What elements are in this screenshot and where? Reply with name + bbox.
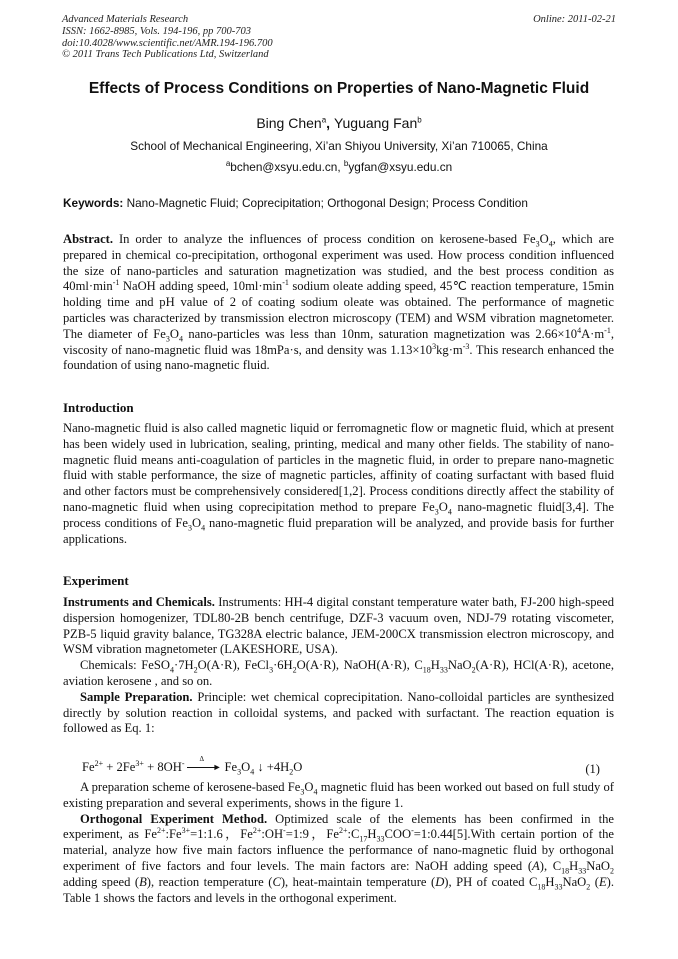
subscript: 2 [289,767,294,777]
introduction-heading: Introduction [63,400,134,415]
journal-header [62,14,616,61]
orthogonal-text: ), C [539,858,562,873]
intro-text: Nano-magnetic fluid is also called magnetic liquid or ferromagnetic flow or magnetic fluid, which at present has been widely used in lubrication, sealing, printing, medical and many other fields. The stability of nano-magnetic fluid means anti-coagulation of particles in the magnetic fluid, in order to prepare nano-magnetic fluid with stable performance, the size of magnetic particles, affinity of coating surfactant with based fluid and other factors must be comprehensively considered[1,2]. Process conditions directly affect the stability of nano-magnetic fluid when using coprecipitation method to prepare Fe [63,421,614,514]
subscript: 3 [237,767,242,777]
orthogonal-text: ( [590,874,599,889]
subscript: 2 [610,866,615,876]
scheme-text: A preparation scheme of kerosene-based Fe [80,780,301,794]
equation-term: O [293,760,303,774]
orthogonal-text: H [569,858,579,873]
abstract-label: Abstract. [63,232,114,246]
doi-line: doi:10.4028/www.scientific.net/AMR.194-196.700 [62,37,273,49]
author-name: Yuguang Fan [333,115,418,131]
equation-term: O [241,760,251,774]
experiment-body-continued [63,780,614,906]
reaction-arrow-icon: Δ ► [187,763,221,773]
equation-term: + 2Fe [103,760,136,774]
subscript: 2 [292,665,297,675]
superscript: 2+ [157,826,166,836]
subscript: 3 [269,665,274,675]
factor-letter: A [532,858,540,873]
subscript: 18 [422,665,431,675]
orthogonal-text: Optimized scale of the elements has been confirmed in the experiment, as Fe [63,811,614,842]
superscript: 3 [432,341,437,351]
orthogonal-text: ). Table 1 shows the factors and levels in the orthogonal experiment. [63,874,614,905]
orthogonal-text: adding speed ( [63,874,140,889]
chemicals-text: NaO [447,658,472,673]
equation-term: + 8OH [143,760,182,774]
abstract-text: NaOH adding speed, 10ml·min [119,279,283,294]
subscript: 2 [471,665,476,675]
email-line [40,160,638,174]
subscript: 3 [188,523,192,533]
orthogonal-text: H [367,827,377,842]
chemicals-text: (A·R), HCl(A·R), acetone, aviation kerosene , and so on. [63,658,614,688]
subscript: 3 [535,239,540,249]
sample-preparation-label: Sample Preparation. [80,689,193,704]
experiment-heading: Experiment [63,573,129,588]
intro-text: O [192,515,202,530]
abstract-text: kg·m [436,342,463,357]
chemicals-text: H [430,658,440,673]
chemicals-text: O(A·R), NaOH(A·R), C [296,658,423,673]
subscript: 4 [548,239,553,249]
author-line [40,115,638,131]
orthogonal-text: H [545,874,555,889]
superscript: - [181,758,185,768]
abstract-text: nano-particles was less than 10nm, saturation magnetization was 2.66×10 [182,326,578,341]
instruments-label: Instruments and Chemicals. [63,595,215,609]
subscript: 3 [165,334,170,344]
orthogonal-text: =1:9，Fe [285,827,339,842]
intro-text: nano-magnetic fluid[3,4]. The process conditions of Fe [63,499,614,530]
subscript: 4 [201,523,206,533]
equation-term: Fe [82,760,95,774]
orthogonal-text: ), PH of coated C [444,874,538,889]
equation-term: Fe [224,760,238,774]
keywords-label: Keywords: [63,196,124,210]
superscript: 4 [577,325,582,335]
orthogonal-text: :OH [261,827,284,842]
superscript: 2+ [252,826,262,836]
factor-letter: C [272,874,281,889]
chemicals-text: ·6H [273,658,293,673]
orthogonal-method-label: Orthogonal Experiment Method. [80,811,268,826]
subscript: 17 [359,834,368,844]
chemicals-text: O(A·R), FeCl [197,658,270,673]
subscript: 4 [178,334,183,344]
abstract-text: O [539,232,549,246]
issn-line: ISSN: 1662-8985, Vols. 194-196, pp 700-703 [62,25,251,37]
experiment-body [63,595,614,737]
affiliation: School of Mechanical Engineering, Xi’an Shiyou University, Xi’an 710065, China [130,139,548,153]
superscript: -1 [112,278,120,288]
introduction-body [63,421,614,547]
superscript: 3+ [135,758,144,768]
superscript: -1 [604,325,611,335]
equation-number: (1) [585,762,600,776]
orthogonal-text: NaO [586,858,611,873]
abstract [63,232,614,374]
email-sup: b [343,159,349,169]
subscript: 4 [447,507,452,517]
orthogonal-text: :C [347,827,360,842]
abstract-text: A·m [581,326,605,341]
orthogonal-text: ), heat-maintain temperature ( [280,874,436,889]
keywords-text: Nano-Magnetic Fluid; Coprecipitation; Orthogonal Design; Process Condition [123,196,528,210]
superscript: -1 [282,278,289,288]
superscript: - [283,826,286,836]
superscript: - [411,826,414,836]
heat-symbol: Δ [199,755,204,764]
orthogonal-text: :Fe [165,827,182,842]
superscript: -3 [462,341,470,351]
sample-preparation-text: Principle: wet chemical coprecipitation. Nano-colloidal particles are synthesized directly by solution reaction in colloidal systems, and packed with surfactant. The reaction equation is followed as Eq. 1: [63,689,614,736]
abstract-text: O [169,326,179,341]
chemicals-text: Chemicals: FeSO [80,658,170,673]
orthogonal-text: COO [384,827,412,842]
author-separator: , [326,115,334,131]
scheme-text: magnetic fluid has been worked out based on full study of existing preparation and several experiments, shows in the figure 1. [63,780,614,810]
scheme-text: O [304,780,314,794]
subscript: 33 [439,665,448,675]
online-date: Online: 2011-02-21 [533,14,616,25]
factor-letter: D [435,874,445,889]
subscript: 33 [554,882,563,892]
copyright-line: © 2011 Trans Tech Publications Ltd, Switzerland [62,49,269,61]
subscript: 33 [376,834,385,844]
subscript: 18 [561,866,570,876]
author-sup: a [321,115,327,125]
email-sup: a [225,159,231,169]
subscript: 2 [193,665,198,675]
abstract-text: , viscosity of nano-magnetic fluid was 18mPa·s, and density was 1.13×10 [63,326,614,357]
orthogonal-text: =1:1.6，Fe [190,827,253,842]
subscript: 3 [434,507,439,517]
chemicals-text: ·7H [174,658,194,673]
abstract-text: In order to analyze the influences of process condition on kerosene-based Fe [113,232,536,246]
abstract-text: sodium oleate adding speed, 45℃ reaction temperature, 15min holding time and pH value of 2 of coating sodium oleate was obtained. The performance of magnetic particles was characterized by transmission electron microscopy (TEM) and WSM vibration magnetometer. The diameter of Fe [63,279,614,341]
journal-name: Advanced Materials Research [62,14,189,25]
orthogonal-text: NaO [562,874,587,889]
orthogonal-text: =1:0.44[5].With certain portion of the material, analyze how five main factors influence the performance of nano-magnetic fluid by orthogonal experiment of five factors and four levels. The main factors are: NaOH adding speed ( [63,827,614,873]
abstract-text: , which are prepared in chemical co-precipitation, orthogonal experiment was used. How process condition influenced the size of nano-particles and saturation magnetization was studied, and the best process condition as 40ml·min [63,232,614,294]
superscript: 3+ [181,826,191,836]
superscript: 2+ [338,826,348,836]
intro-text: O [438,499,448,514]
intro-text: nano-magnetic fluid preparation will be analyzed, and provide basis for further applications. [63,515,614,546]
factor-letter: B [139,874,147,889]
author-name: Bing Chen [256,115,322,131]
superscript: 2+ [94,758,104,768]
paper-title: Effects of Process Conditions on Properties of Nano-Magnetic Fluid [88,80,590,97]
subscript: 4 [250,767,255,777]
equation-term: ↓ +4H [254,760,290,774]
instruments-text: Instruments: HH-4 digital constant temperature water bath, FJ-200 high-speed dispersion homogenizer, TDL80-2B bench centrifuge, DZF-3 vacuum oven, NDJ-79 rotating viscometer, PZB-5 liquid gravity balance, TG328A electric balance, JEM-200CX transmission electron microscopy, and WSM vibration magnetometer (LAKESHORE, USA). [63,595,614,657]
subscript: 4 [313,787,318,797]
orthogonal-text: ), reaction temperature ( [146,874,273,889]
factor-letter: E [598,874,607,889]
subscript: 4 [170,665,174,675]
subscript: 18 [537,882,546,892]
subscript: 3 [300,787,305,797]
subscript: 33 [578,866,587,876]
reaction-equation [82,755,614,778]
author-sup: b [417,115,422,125]
email-address: ygfan@xsyu.edu.cn [348,160,453,174]
abstract-text: . This research enhanced the foundation of using nano-magnetic fluid. [63,342,614,373]
keywords [63,196,623,210]
subscript: 2 [586,882,591,892]
email-address: bchen@xsyu.edu.cn, [230,160,344,174]
